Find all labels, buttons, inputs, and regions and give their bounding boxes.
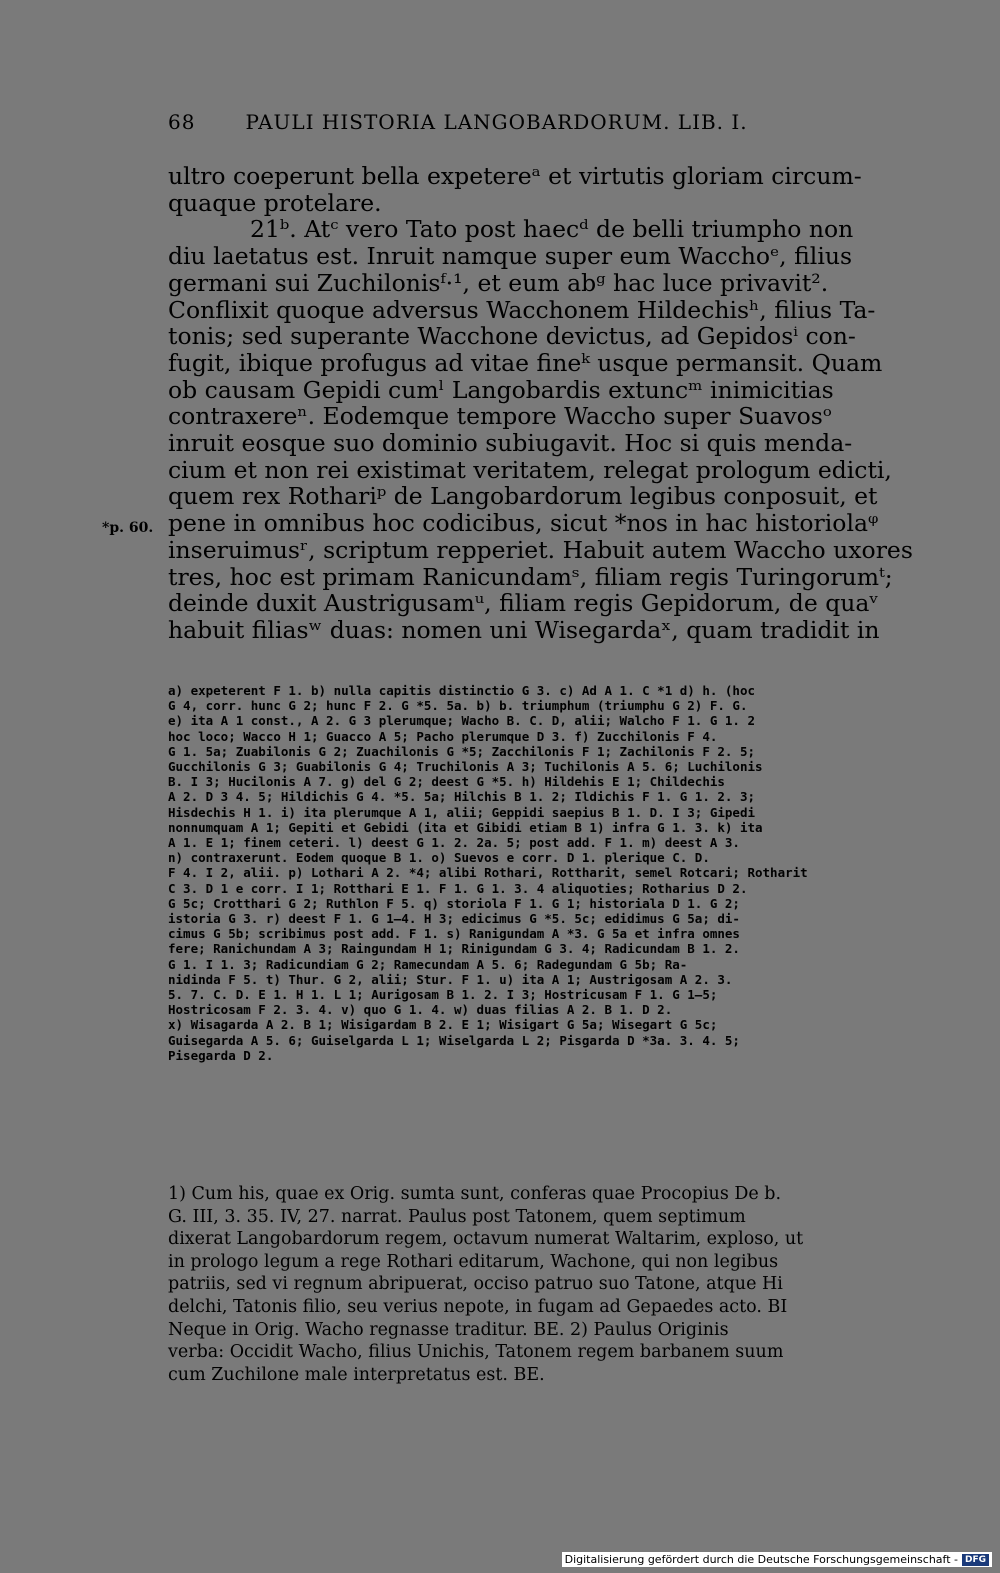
apparatus-line: C 3. D 1 e corr. I 1; Rotthari E 1. F 1. G 1. 3. 4 aliquoties; Rotharius D 2. bbox=[168, 880, 748, 896]
apparatus-line: 5. 7. C. D. E 1. H 1. L 1; Aurigosam B 1. 2. I 3; Hostricusam F 1. G 1—5; bbox=[168, 987, 718, 1003]
apparatus-line: G 5c; Crotthari G 2; Ruthlon F 5. q) storiola F 1. G 1; historiala D 1. G 2; bbox=[168, 895, 740, 911]
main-line: tres, hoc est primam Ranicundamˢ, filiam regis Turingorumᵗ; bbox=[168, 562, 893, 591]
apparatus-line: cimus G 5b; scribimus post add. F 1. s) Ranigundam A *3. G 5a et infra omnes bbox=[168, 926, 740, 942]
footnotes bbox=[168, 1183, 886, 1386]
main-line: 21ᵇ. Atᶜ vero Tato post haecᵈ de belli triumpho non bbox=[250, 215, 854, 244]
apparatus-line: hoc loco; Wacco H 1; Guacco A 5; Pacho plerumque D 3. f) Zucchilonis F 4. bbox=[168, 728, 718, 744]
main-line: Conflixit quoque adversus Wacchonem Hildechisʰ, filius Ta- bbox=[168, 295, 876, 324]
footnote-line: verba: Occidit Wacho, filius Unichis, Tatonem regem barbanem suum bbox=[168, 1342, 784, 1363]
apparatus-line: a) expeterent F 1. b) nulla capitis distinctio G 3. c) Ad A 1. C *1 d) h. (hoc bbox=[168, 683, 755, 698]
apparatus-line: Guisegarda A 5. 6; Guiselgarda L 1; Wiselgarda L 2; Pisgarda D *3a. 3. 4. 5; bbox=[168, 1032, 740, 1048]
apparatus-line: G 4, corr. hunc G 2; hunc F 2. G *5. 5a. b) b. triumphum (triumphu G 2) F. G. bbox=[168, 698, 748, 714]
apparatus-line: G 1. 5a; Zuabilonis G 2; Zuachilonis G *5; Zacchilonis F 1; Zachilonis F 2. 5; bbox=[168, 743, 755, 759]
main-line: ultro coeperunt bella expetereᵃ et virtutis gloriam circum- bbox=[168, 162, 862, 190]
apparatus-line: B. I 3; Hucilonis A 7. g) del G 2; deest G *5. h) Hildehis E 1; Childechis bbox=[168, 774, 725, 790]
main-line: inruit eosque suo dominio subiugavit. Hoc si quis menda- bbox=[168, 429, 853, 458]
main-line: inseruimusʳ, scriptum repperiet. Habuit autem Waccho uxores bbox=[168, 535, 913, 564]
digitization-credit bbox=[562, 1552, 992, 1567]
footnote-line: Neque in Orig. Wacho regnasse traditur. BE. 2) Paulus Originis bbox=[168, 1319, 729, 1340]
main-line: contraxereⁿ. Eodemque tempore Waccho super Suavosᵒ bbox=[168, 402, 832, 431]
apparatus-line: x) Wisagarda A 2. B 1; Wisigardam B 2. E 1; Wisigart G 5a; Wisegart G 5c; bbox=[168, 1017, 718, 1033]
footnote-line: cum Zuchilone male interpretatus est. BE. bbox=[168, 1364, 545, 1385]
apparatus-line: G 1. I 1. 3; Radicundiam G 2; Ramecundam A 5. 6; Radegundam G 5b; Ra- bbox=[168, 956, 688, 972]
main-line: quaque protelare. bbox=[168, 188, 382, 217]
main-line: diu laetatus est. Inruit namque super eum Wacchoᵉ, filius bbox=[168, 242, 853, 271]
footnote-line: patriis, sed vi regnum abripuerat, occiso patruo suo Tatone, atque Hi bbox=[168, 1274, 783, 1295]
main-line: quem rex Rothariᵖ de Langobardorum legibus conposuit, et bbox=[168, 482, 878, 511]
running-header bbox=[168, 110, 788, 134]
page-number: 68 bbox=[168, 110, 196, 134]
apparatus-line: Hostricosam F 2. 3. 4. v) quo G 1. 4. w) duas filias A 2. B 1. D 2. bbox=[168, 1002, 673, 1018]
footnote-line: G. III, 3. 35. IV, 27. narrat. Paulus post Tatonem, quem septimum bbox=[168, 1206, 746, 1227]
footnote-line: in prologo legum a rege Rothari editarum, Wachone, qui non legibus bbox=[168, 1251, 779, 1272]
main-line: tonis; sed superante Wacchone devictus, ad Gepidosⁱ con- bbox=[168, 322, 856, 351]
critical-apparatus bbox=[168, 683, 886, 1063]
main-line: habuit filiasʷ duas: nomen uni Wisegardaˣ, quam tradidit in bbox=[168, 615, 880, 644]
apparatus-line: A 2. D 3 4. 5; Hildichis G 4. *5. 5a; Hilchis B 1. 2; Ildichis F 1. G 1. 2. 3; bbox=[168, 789, 755, 805]
main-line: cium et non rei existimat veritatem, relegat prologum edicti, bbox=[168, 455, 892, 484]
apparatus-line: Pisegarda D 2. bbox=[168, 1047, 274, 1063]
apparatus-line: e) ita A 1 const., A 2. G 3 plerumque; Wacho B. C. D, alii; Walcho F 1. G 1. 2 bbox=[168, 713, 755, 729]
main-line: fugit, ibique profugus ad vitae fineᵏ usque permansit. Quam bbox=[168, 348, 883, 377]
main-line: deinde duxit Austrigusamᵘ, filiam regis Gepidorum, de quaᵛ bbox=[168, 589, 879, 618]
apparatus-line: fere; Ranichundam A 3; Raingundam H 1; Rinigundam G 3. 4; Radicundam B 1. 2. bbox=[168, 941, 740, 957]
apparatus-line: Hisdechis H 1. i) ita plerumque A 1, alii; Geppidi saepius B 1. D. I 3; Gipedi bbox=[168, 804, 755, 820]
apparatus-line: nidinda F 5. t) Thur. G 2, alii; Stur. F 1. u) ita A 1; Austrigosam A 2. 3. bbox=[168, 971, 733, 987]
apparatus-line: nonnumquam A 1; Gepiti et Gebidi (ita et Gibidi etiam B 1) infra G 1. 3. k) ita bbox=[168, 819, 763, 835]
running-title: PAULI HISTORIA LANGOBARDORUM. LIB. I. bbox=[245, 110, 748, 134]
footnote-line: delchi, Tatonis filio, seu verius nepote, in fugam ad Gepaedes acto. BI bbox=[168, 1296, 788, 1317]
main-line: ob causam Gepidi cumˡ Langobardis extuncᵐ inimicitias bbox=[168, 375, 834, 404]
apparatus-line: A 1. E 1; finem ceteri. l) deest G 1. 2. 2a. 5; post add. F 1. m) deest A 3. bbox=[168, 835, 740, 851]
apparatus-line: Gucchilonis G 3; Guabilonis G 4; Truchilonis A 3; Tuchilonis A 5. 6; Luchilonis bbox=[168, 759, 763, 775]
apparatus-line: istoria G 3. r) deest F 1. G 1—4. H 3; edicimus G *5. 5c; edidimus G 5a; di- bbox=[168, 911, 740, 927]
footnote-line: 1) Cum his, quae ex Orig. sumta sunt, conferas quae Procopius De b. bbox=[168, 1184, 782, 1204]
apparatus-line: n) contraxerunt. Eodem quoque B 1. o) Suevos e corr. D 1. plerique C. D. bbox=[168, 850, 710, 866]
apparatus-line: F 4. I 2, alii. p) Lothari A 2. *4; alibi Rothari, Rottharit, semel Rotcari; Rotharit bbox=[168, 865, 808, 881]
main-line: pene in omnibus hoc codicibus, sicut *nos in hac historiolaᵠ bbox=[168, 509, 879, 538]
main-line: germani sui Zuchilonisᶠ·¹, et eum abᵍ hac luce privavit². bbox=[168, 268, 829, 297]
credit-text: Digitalisierung gefördert durch die Deutsche Forschungsgemeinschaft - bbox=[564, 1553, 958, 1566]
footnote-line: dixerat Langobardorum regem, octavum numerat Waltarim, exploso, ut bbox=[168, 1229, 804, 1250]
dfg-logo: DFG bbox=[962, 1554, 989, 1566]
marginal-page-reference: *p. 60. bbox=[102, 520, 154, 536]
main-text bbox=[168, 162, 913, 644]
